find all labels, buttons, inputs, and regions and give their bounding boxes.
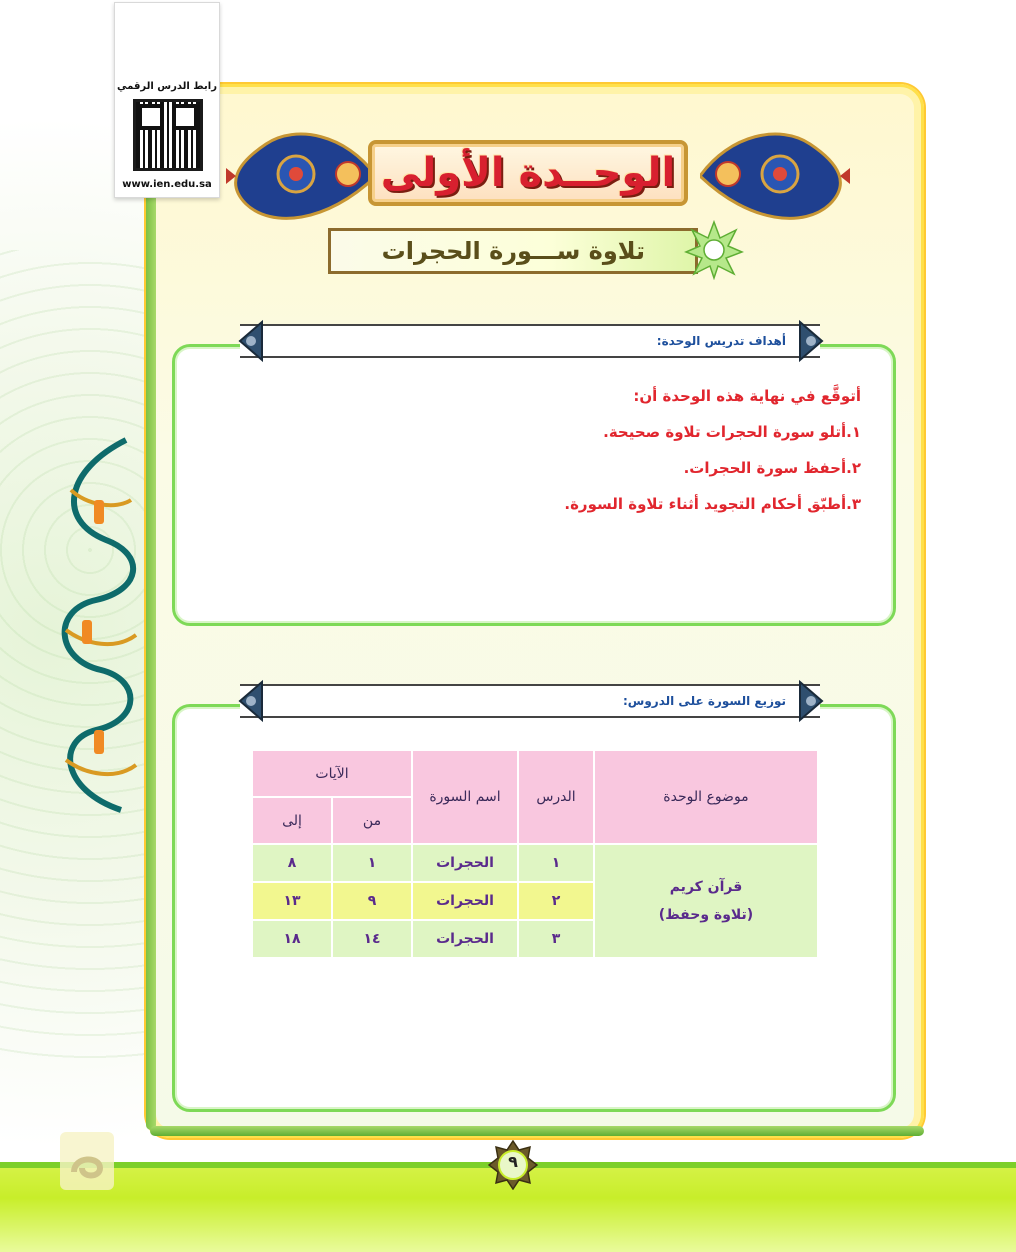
col-verses: الآيات <box>253 751 411 796</box>
header-cap-right-icon <box>798 318 828 364</box>
arabesque-ornament-right-icon <box>700 124 850 228</box>
subject-line2: (تلاوة وحفظ) <box>658 907 754 923</box>
objectives-header <box>240 324 820 358</box>
subject-line1: قرآن كريم <box>669 879 743 895</box>
col-from: من <box>333 798 411 843</box>
surah-cell: الحجرات <box>413 921 517 957</box>
to-cell: ١٨ <box>253 921 331 957</box>
unit-title: الوحــدة الأولى <box>380 150 676 196</box>
star-badge-icon <box>684 220 744 280</box>
frame-left-edge <box>146 110 156 1130</box>
from-cell: ٩ <box>333 883 411 919</box>
lesson-banner <box>328 228 698 274</box>
objectives-card <box>172 344 896 626</box>
lesson-cell: ٢ <box>519 883 593 919</box>
header-cap-left-icon <box>234 678 264 724</box>
header-cap-left-icon <box>234 318 264 364</box>
col-surah: اسم السورة <box>413 751 517 843</box>
page-number: ٩ <box>508 1152 518 1171</box>
objective-item: ٢.أحفظ سورة الحجرات. <box>683 459 861 477</box>
frame-bottom-edge <box>150 1126 924 1136</box>
surah-cell: الحجرات <box>413 845 517 881</box>
qr-card[interactable] <box>114 2 220 198</box>
col-lesson: الدرس <box>519 751 593 843</box>
distribution-card <box>172 704 896 1112</box>
qr-label: رابط الدرس الرقمي <box>117 81 217 92</box>
surah-cell: الحجرات <box>413 883 517 919</box>
lesson-cell: ١ <box>519 845 593 881</box>
distribution-table <box>251 749 819 959</box>
objective-item: ١.أتلو سورة الحجرات تلاوة صحيحة. <box>603 423 861 441</box>
distribution-header-text: توزيع السورة على الدروس: <box>622 694 786 708</box>
to-cell: ١٣ <box>253 883 331 919</box>
arabesque-ornament-left-icon <box>226 124 376 228</box>
header-cap-right-icon <box>798 678 828 724</box>
distribution-header <box>240 684 820 718</box>
unit-banner <box>368 140 688 206</box>
objectives-list <box>201 387 861 531</box>
lesson-cell: ٣ <box>519 921 593 957</box>
objective-item: ٣.أطبّق أحكام التجويد أثناء تلاوة السورة. <box>564 495 861 513</box>
objectives-header-text: أهداف تدريس الوحدة: <box>656 334 786 348</box>
publisher-logo-icon <box>60 1132 114 1190</box>
subject-cell <box>595 845 817 957</box>
objectives-intro: أتوقَّع في نهاية هذه الوحدة أن: <box>633 387 861 405</box>
qr-url[interactable]: www.ien.edu.sa <box>122 179 212 190</box>
from-cell: ١٤ <box>333 921 411 957</box>
qr-code-icon[interactable] <box>133 99 203 171</box>
from-cell: ١ <box>333 845 411 881</box>
col-to: إلى <box>253 798 331 843</box>
to-cell: ٨ <box>253 845 331 881</box>
col-subject: موضوع الوحدة <box>595 751 817 843</box>
table-row <box>253 845 817 881</box>
floral-ornament-icon <box>46 430 146 820</box>
lesson-title: تلاوة ســـورة الحجرات <box>381 237 645 265</box>
